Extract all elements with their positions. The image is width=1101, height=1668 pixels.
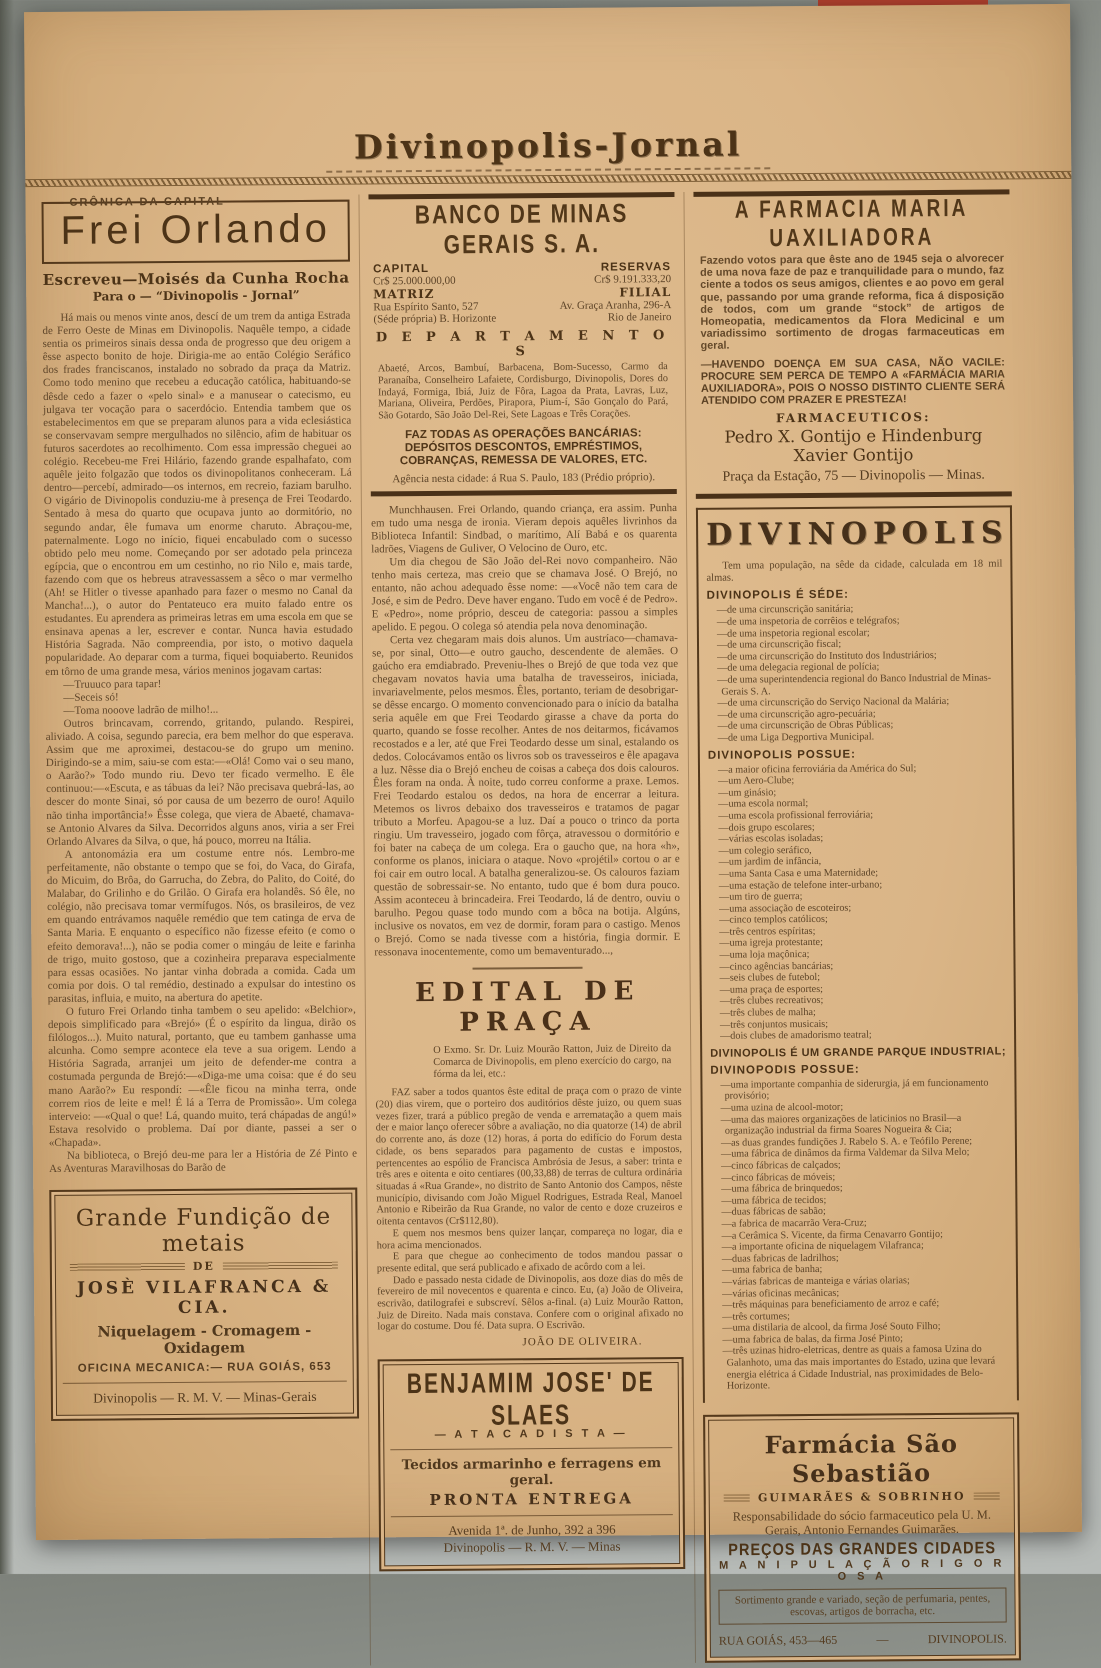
sao-sebastiao-city: DIVINOPOLIS. — [927, 1631, 1007, 1646]
banco-matriz-label: MATRIZ — [373, 286, 435, 302]
divinopolis-list-item: —uma fábrica de tecidos; — [721, 1194, 827, 1207]
banco-filial-label: FILIAL — [619, 285, 672, 300]
divinopolis-list-item: —três cortumes; — [722, 1310, 790, 1323]
banco-capital-value: Cr$ 25.000.000,00 — [373, 274, 456, 288]
divinopolis-list-item: —três uzinas hidro-eletricas, dentre as quais a famosa Uzina do Galanhoto, uma das mais importantes do Estado, uzina que levará energia elétrica á Cidade Industrial, nas proximidades de Belo-Horizonte. — [722, 1344, 996, 1392]
divinopolis-sede-heading: DIVINOPOLIS É SÉDE: — [706, 589, 849, 603]
fundicao-ad-title: Grande Fundição de metais — [75, 1203, 332, 1258]
banco-filial-address1: Av. Graça Aranha, 296-A — [559, 299, 672, 312]
sao-sebastiao-footer-dash: — — [876, 1632, 889, 1647]
benjamim-ad-subtitle: — A T A C A D I S T A — — [434, 1427, 628, 1442]
benjamim-ad — [378, 1357, 686, 1571]
farmacia-auxiliadora-address: Praça da Estação, 75 — Divinopolis — Minas. — [722, 468, 985, 486]
edital-body — [375, 1085, 683, 1333]
divinopolis-intro: Tem uma população, na sêde da cidade, calculada em 18 mil almas. — [706, 558, 1003, 585]
column-right — [684, 189, 1021, 1662]
decorative-rule — [70, 1263, 185, 1271]
divinopolis-list-item: —dois grupo escolares; — [718, 821, 815, 834]
divinopolis-list-item: —a Cerâmica S. Vicente, da firma Cenavarro Gontijo; — [721, 1228, 943, 1242]
article-body-col1 — [42, 310, 357, 1177]
pharmacists-names: Pedro X. Gontijo e Hindenburg Xavier Gontijo — [724, 426, 983, 466]
divinopolis-list-item: —uma igreja protestante; — [719, 937, 823, 950]
divinopolis-list-item: —três conjuntos musicais; — [719, 1018, 829, 1031]
divinopolis-list-item: —seis clubes de futebol; — [719, 972, 821, 984]
edital-paragraph: FAZ saber a todos quantos êste edital de praça com o prazo de vinte (20) dias virem, que o porteiro dos auditórios dêste juizo, ou quem suas vezes fizer, trará a público pregão de venda e arrematação a quem mais der e maior lanço oferecer sôbre a avaliação, no dia quatorze (14) de abril do corrente ano, ás doze (12) horas, á porta do edifício do Forum desta cidade, os bens separados para pagamento de custas e impostos, pertencentes ao espólio de Francisca Ambrósia de Jesus, a saber: trinta e três ares e oitenta e oito centiares (00,33,88) de terras de cultura ordinária situadas á «Rua Grande», no distrito de Santo Antonio dos Campos, nêste município, divisando com João Miguel Rodrigues, Estrada Real, Manoel Antonio e Ribeirão da Rua Grande, no valor de cento e doze cruzeiros e oitenta centavos (Cr$112,80). — [375, 1085, 683, 1228]
edital-signature: JOÃO DE OLIVEIRA. — [522, 1335, 643, 1349]
divinopolis-possue-list — [708, 762, 1006, 1043]
edital-title: EDITAL DE PRAÇA — [414, 976, 641, 1038]
divinopolis-list-item: —dois clubes de amadorismo teatral; — [720, 1029, 872, 1042]
divinopolis-list-item: —uma praça de esportes; — [719, 983, 824, 996]
edital-paragraph: E quem nos mesmos bens quizer lançar, compareça no logar, dia e hora acima mencionados. — [376, 1225, 683, 1251]
newspaper-masthead: Divinopolis-Jornal — [326, 124, 771, 172]
edital-paragraph: E para que chegue ao conhecimento de todos mandou passar o presente edital, que será publicado e afixado de acôrdo com a lei. — [376, 1249, 683, 1275]
fundicao-workshop-address: OFICINA MECANICA:— RUA GOIÁS, 653 — [77, 1360, 332, 1375]
divinopolis-list-item: —uma escola normal; — [718, 798, 809, 811]
decorative-rule — [42, 202, 64, 204]
article-paragraph: —Truuuco para tapar! — [63, 677, 162, 691]
article-paragraph: O futuro Frei Orlando tinha tambem o seu apelido: «Belchior», depois simplificado para «Brejó» (É o espírito da lingua, dirão os filólogos...). Muito natural, portanto, que eu tambem ganhasse uma alcunha. Como sempre acontece ela teve a sua origem. Lendo a História Sagrada, arranjei um jeito de defender-me contra a costumada pergunda de Brejó:—«Diga-me uma coisa: que é do seu mano Aarão?» Eu respondí: —«Êle ficou na minha terra, onde correm rios de leite e mel! É lá a Terra de Promissão». Um colega interveio: —«Qual o que! Lá, quando muito, terá chápadas de angú!» Estava resolvido o problema. Daí por diante, passei a ser o «Chapada». — [47, 1003, 357, 1149]
decorative-rule — [223, 1262, 338, 1270]
photo-shadow-edge — [0, 0, 14, 1574]
sao-sebastiao-street: RUA GOIÁS, 453—465 — [718, 1632, 838, 1648]
divinopolis-list-item: —um tiro de guerra; — [718, 891, 803, 903]
divinopolis-list-item: —duas fábricas de sabão; — [721, 1206, 826, 1219]
divinopolis-possue2-list — [710, 1077, 1008, 1392]
farmacia-auxiliadora-notice: —HAVENDO DOENÇA EM SUA CASA, NÃO VACILE: PROCURE SEM PERCA DE TEMPO A «FARMÁCIA MARIA AUXILIADORA», POIS O NOSSO DISTINTO CLIENTE SERÁ ATENDIDO COM PRAZER E PRESTEZA! — [700, 356, 1006, 408]
fundicao-services: Niquelagem - Cromagem - Oxidagem — [97, 1322, 312, 1358]
divinopolis-list-item: —uma Santa Casa e uma Maternidade; — [718, 867, 879, 880]
divinopolis-list-item: —a importante oficina de niquelagem Vilafranca; — [721, 1240, 924, 1253]
article-paragraph: Há mais ou menos vinte anos, descí de um trem da antiga Estrada de Ferro Oeste de Minas em Divinopolis. Naquêle tempo, a cidade sentia os primeiros sinais dessa onda de progresso que deu origem a êsse aspecto bonito de hoje. Dirigia-me ao então Colégio Seráfico dos frades franciscanos, instalado no sobrado da praça da Matriz. Como todo menino que recebeu a educação católica, habituando-se dêsde cedo a fazer o «pelo sinal» e a manusear o catecismo, eu julgava ter vocação para o sacerdócio. Entendia tambem que os estabelecimentos em que se preparam alunos para a vida eclesiástica se conservavam sempre mergulhados no silêncio, afim de habituar os futuros sacerdotes ao recolhimento. Com essa impressão cheguei ao colégio. Recebeu-me Frei Hilário, fazendo grande espalhafato, com aquêle jeito folgazão que todos os divinopolitanos conheceram. Lá dentro—percebí, admirado—os internos, em recreio, faziam barulho. O vigário de Divinopolis conduziu-me à presença de Frei Teodardo. Sentado à mesa do quarto que ocupava junto ao dormitório, no segundo andar, êle fumava um enorme charuto. Abraçou-me, paternalmente. Logo no início, fiquei encabulado com o sucesso obtido pelo meu nome. Começando por ser adotado pela princeza egípcia, que o encontrou em um cestinho, no rio Nilo e, mais tarde, fazendo com que os hebreus atravessassem a sêco o mar vermelho (Ah! se Hitler o tivesse apanhado para fazer o mesmo no Canal da Mancha!...), o autor do Pentateuco era muito falado entre os estudantes. Eu aprendera as primeiras letras em uma escola em que se ensinava apenas a ler, escrever e contar. Nunca havia estudado História Sagrada. Não compreendia, por isto, o motivo daquela popularidade. Ao deparar com a turma, fiquei boquiaberto. Reunidos em tôrno de uma grande mesa, vários meninos jogavam cartas: — [42, 309, 354, 678]
divinopolis-list-item: —várias escolas isoladas; — [718, 833, 824, 845]
fundicao-footer: Divinopolis — R. M. V. — Minas-Gerais — [63, 1381, 347, 1407]
divinopolis-list-item: —um jardim de infância, — [718, 856, 822, 869]
banco-agency-address: Agência nesta cidade: á Rua S. Paulo, 183 (Prédio próprio). — [392, 471, 656, 486]
fundicao-firm-name: JOSÈ VILAFRANCA & CIA. — [76, 1276, 332, 1319]
divinopolis-list-item: —a maior oficina ferroviária da América do Sul; — [717, 762, 917, 776]
sao-sebastiao-footer — [717, 1629, 1009, 1648]
divinopolis-list-item: —cinco templos católicos; — [719, 914, 828, 926]
divinopolis-list-item: —várias fabricas de manteiga e várias olarias; — [721, 1275, 910, 1288]
divinopolis-list-item: —uma fabrica de balas, da firma José Pinto; — [722, 1333, 904, 1346]
divinopolis-list-item: —de uma circunscrição do Instituto dos Industriários; — [717, 649, 937, 663]
divinopolis-info-box — [696, 506, 1019, 1403]
decorative-rule — [231, 200, 350, 203]
banco-reservas-cell — [525, 261, 671, 286]
article-byline-secondary: Para o — “Divinopolis - Jornal” — [92, 287, 300, 304]
divinopolis-list-item: —de uma circunscrição agro-pecuária; — [717, 708, 876, 721]
article-paragraph: —Toma nooove ladrão de milho!... — [63, 703, 219, 717]
fundicao-de-label: DE — [192, 1259, 215, 1274]
sao-sebastiao-boxed-note: Sortimento grande e variado, seção de perfumaria, pentes, escovas, artigos de borracha, etc. — [718, 1587, 1006, 1624]
divinopolis-list-item: —uma uzina de alcool-motor; — [720, 1101, 844, 1114]
divinopolis-list-item: —um colegio seráfico, — [718, 844, 812, 857]
divinopolis-list-item: —uma estação de telefone inter-urbano; — [718, 878, 883, 892]
benjamim-pronta-entrega: PRONTA ENTREGA — [429, 1489, 634, 1510]
sao-sebastiao-ad — [703, 1412, 1021, 1662]
divinopolis-list-item: —uma associação de escoteiros; — [719, 902, 852, 915]
divinopolis-list-item: —de uma circunscrição de Obras Públicas; — [717, 719, 894, 733]
article-paragraph: A antonomázia era um costume entre nós. Lembro-me perfeitamente, não obstante o tempo que se foi, do Vaca, do Girafa, do Micuim, do Brôa, do Garrucha, do Zebra, do Palito, do Coité, do Malabar, do Grilinho e do Grilão. O Girafa era holandês. Só êle, no colégio, não precisava tomar vermífugos. Nós, os brasileiros, de vez em quando entrávamos naquêle remédio que tem catinga de erva de Santa Maria. E enquanto o específico não fizesse efeito (e como o efeito demorava!...), não se podia comer o mingáu de leite e farinha de trigo, muito gostoso, que a cozinheira preparava especialmente para essas ocasiões. No jantar vinha dobrada a comida. Cada um comia por dois. O tal remédio, destinado a expulsar do intestino os parasitas, influia, e muito, na abertura do apetite. — [46, 846, 356, 1005]
divinopolis-list-item: —três centros espíritas; — [719, 925, 816, 938]
divinopolis-list-item: —de uma Liga Degportiva Municipal. — [717, 731, 875, 744]
divinopolis-list-item: —de uma inspetoria de corrêios e telégrafos; — [716, 615, 900, 628]
divinopolis-list-item: —cinco agências bancárias; — [719, 960, 834, 973]
article-kicker: CRÔNICA DA CAPITAL — [69, 195, 225, 209]
divinopolis-list-item: —um Aero-Clube; — [718, 775, 795, 787]
divinopolis-list-item: —uma das maiores organizações de laticinios no Brasil—a organização industrial da firma Soares Nogueira & Cia; — [720, 1112, 962, 1137]
divinopolis-list-item: —uma distilaria de alcool, da firma José Souto Filho; — [722, 1321, 941, 1334]
divinopolis-industrial-line: DIVINOPOLIS É UM GRANDE PARQUE INDUSTRIAL; — [710, 1045, 1007, 1060]
divinopolis-list-item: —de uma circunscrição sanitária; — [716, 604, 854, 617]
divinopolis-list-item: —cinco fábricas de móveis; — [721, 1171, 836, 1184]
page-columns — [25, 179, 1083, 1668]
article-kicker-row — [41, 195, 349, 209]
divinopolis-list-item: —uma fábrica de dinâmos da firma Valdemar da Silva Melo; — [720, 1147, 970, 1161]
divinopolis-list-item: —de uma delegacia regional de polícia; — [717, 661, 880, 675]
benjamim-address-line2: Divinopolis — R. M. V. — Minas — [443, 1538, 621, 1556]
sao-sebastiao-body: Responsabilidade do sócio farmaceutico pela U. M. Gerais, Antonio Fernandes Guimarães. — [732, 1507, 992, 1538]
divinopolis-list-item: —várias oficinas mecânicas; — [722, 1287, 840, 1300]
newspaper-page — [24, 4, 1082, 1648]
section-divider-rule — [473, 967, 583, 970]
divinopolis-list-item: —de uma inspetoria regional escolar; — [716, 627, 870, 640]
benjamim-goods-line: Tecidos armarinho e ferragens em geral. — [390, 1447, 672, 1489]
divinopolis-box-title: DIVINOPOLIS — [706, 515, 1009, 554]
article-body-col2 — [371, 502, 681, 959]
banco-capital-label: CAPITAL — [372, 262, 430, 276]
divinopolis-list-item: —três clubes de malha; — [719, 1006, 816, 1019]
divinopolis-possue2-heading: DIVINOPODIS POSSUE: — [710, 1063, 860, 1077]
divinopolis-list-item: —cinco fábricas de calçados; — [721, 1159, 841, 1172]
sao-sebastiao-title: Farmácia São Sebastião — [764, 1428, 959, 1488]
banco-matriz-cell — [373, 286, 519, 325]
banco-departamentos-label: D E P A R T A M E N T O S — [375, 328, 670, 360]
divinopolis-list-item: —três máquinas para beneficiamento de arroz e café; — [722, 1298, 940, 1311]
farmacia-auxiliadora-ad — [693, 189, 1011, 499]
article-paragraph: Certa vez chegaram mais dois alunos. Um austríaco—chamava-se, por sinal, Otto—e outro gaucho, descendente de alemães. O gaúcho era emdiabrado. Preveniu-lhes o Brejó de que toda vez que chegavam novatos havia uma batalha de travesseiros, iniciada, invariavelmente, pelos mesmos. Êles, portanto, teriam de desobrigar-se dêsse encargo. O momento convencionado para o início da batalha seria aquêle em que Frei Teodardo girasse a chave da porta do quarto, quando se fosse recolher. Antes de nos deitarmos, ficávamos recostados e a ler, até que Frei Teodardo desse um sinal, estalando os dedos. Colocávamos então os livros sob os travesseiros e êle apagava a luz. Nêsse dia o Brejó encheu de coisas a cabeça dos dois calouros. Êles foram na onda. À noite, tudo correu conforme a praxe. Lemos. Frei Teodardo estalou os dedos, na hora de encerrar a leitura. Metemos os livros debaixo dos travesseiros e tratamos de pagar tributo a Morfeu. Apagou-se a luz. Daí a pouco o trinco da porta ringiu. Um travesseiro, jogado com fôrça, atravessou o dormitório e foi bater na cabeça de um colega. Era o gaucho que, na hora «h», conforme os planos, iniciara o ataque. Novo «projétil» cortou o ar e foi cair em outro local. A batalha generalizou-se. Os calouros faziam questão de sobressair-se. No entanto, tudo que é bom dura pouco. Assim aconteceu à brincadeira. Frei Teodardo, lá de dentro, ouviu o barulho. Pegou quase todo mundo com a bôca na botija. Algúns, inclusive os novatos, em vez de dormir, foram para o castigo. Menos o Brejó. Como se nada tivesse com a história, fingia dormir. E ressonava inocentemente, como um bemaventurado..., — [372, 631, 681, 959]
divinopolis-list-item: —a fabrica de macarrão Vera-Cruz; — [721, 1217, 867, 1230]
divinopolis-list-item: —um ginásio; — [718, 786, 777, 799]
divinopolis-list-item: —de uma superintendencia regional do Banco Industrial de Minas-Gerais S. A. — [717, 672, 992, 698]
farmacia-auxiliadora-body: Fazendo votos para que êste ano de 1945 seja o alvorecer de uma nova faze de paz e tranquilidade para o mundo, faz ciente a todos os seus amigos, clientes e ao povo em geral que, passando por uma grande reforma, fica á disposição de todos, com um grande “stock” de artigos de Homeopatia, medicamentos da Flora Medicinal e um variadissimo sortimento de drogas farmaceuticas em geral. — [699, 252, 1005, 353]
divinopolis-list-item: —duas fabricas de ladrilhos; — [721, 1252, 839, 1265]
benjamim-address-line1: Avenida 1ª. de Junho, 392 a 396 — [448, 1521, 616, 1538]
divinopolis-list-item: —de uma circunscrição do Serviço Nacional da Malária; — [717, 696, 950, 709]
decorative-rule — [973, 1492, 999, 1499]
banco-ad — [368, 192, 676, 496]
column-middle — [358, 192, 696, 1665]
banco-matriz-row — [373, 285, 671, 325]
banco-ad-title: BANCO DE MINAS GERAIS S. A. — [414, 199, 629, 260]
banco-reservas-label: RESERVAS — [600, 261, 672, 274]
column-left — [41, 195, 370, 1668]
divinopolis-list-item: —uma fabrica de banha; — [721, 1264, 823, 1277]
banco-branch-cities: Abaeté, Arcos, Bambuí, Barbacena, Bom-Sucesso, Carmo da Paranaíba, Conselheiro Lafaiete, Cordisburgo, Divinopolis, Dores do Indayá, Formiga, Ibiá, Juiz de Fôra, Lagoa da Prata, Lavras, Luz, Mariana, Oliveira, Perdões, Pirapora, Pium-í, São Gonçalo do Pará, São Gotardo, São João Del-Rei, Sete Lagoas e Três Corações. — [377, 361, 669, 422]
article-paragraph: Munchhausen. Frei Orlando, quando criança, era assim. Punha em tudo uma nesga de ironia. Vieram depois aquêles livrinhos da Biblioteca Infantil: Sindbad, o marítimo, Alí Babá e os quarenta ladrões, Viagens de Guliver, O Velocino de Ouro, etc. — [370, 502, 678, 556]
edital-intro: O Exmo. Sr. Dr. Luiz Mourão Ratton, Juiz de Direito da Comarca de Divinopolis, em pleno exercício do cargo, na fórma da lei, etc.: — [433, 1043, 672, 1080]
article-paragraph: Na biblioteca, o Brejó deu-me para ler a História de Zé Pinto e As Aventuras Maravilhosas do Barão de — [49, 1147, 358, 1176]
sao-sebastiao-manipulacao-line: M A N I P U L A Ç Ã O R I G O R O S A — [719, 1557, 1006, 1583]
fundicao-de-row — [70, 1259, 338, 1274]
divinopolis-list-item: —uma escola profissional ferroviária; — [718, 809, 874, 822]
divinopolis-list-item: —uma fábrica de brinquedos; — [721, 1182, 843, 1195]
farmacia-auxiliadora-title: A FARMACIA MARIA UAXILIADORA — [734, 195, 969, 253]
banco-capital-cell — [373, 262, 519, 287]
sao-sebastiao-firm-row — [724, 1489, 1000, 1504]
pharmacists-label: FARMACEUTICOS: — [775, 410, 931, 426]
banco-filial-cell — [525, 285, 671, 324]
banco-capital-row — [373, 261, 671, 287]
fundicao-ad — [49, 1188, 359, 1421]
article-paragraph: Outros brincavam, correndo, gritando, pulando. Respirei, aliviado. A coisa, segundo parecia, era bem melhor do que esperava. Assim que me aproximei, destacou-se do grupo um menino. Dirigindo-se a mim, saiu-se com esta:—«Olá! Como vai o seu mano, o Aarão?» Todo mundo riu. Devo ter ficado vermelho. E êle continuou:—«Escuta, e as tábuas da lei? Não precisava quebrá-las, ao descer do monte Sinai, só por causa de um bezerro de ouro! Aquilo não tinha importância!» Êsse colega, que viera de Abaeté, chamava-se Antonio Alvares da Silva. Decorridos alguns anos, viria a ser Frei Orlando Alvares da Silva, o que, há pouco, morreu na Itália. — [45, 715, 355, 848]
sao-sebastiao-firm: GUIMARÃES & SOBRINHO — [757, 1489, 966, 1505]
banco-operations: FAZ TODAS AS OPERAÇÕES BANCÁRIAS: DEPÓSITOS DESCONTOS, EMPRÉSTIMOS, COBRANÇAS, REMESSA DE VALORES, ETC. — [399, 427, 648, 468]
article-title: Frei Orlando — [60, 206, 332, 253]
benjamim-address-block — [391, 1514, 673, 1556]
divinopolis-list-item: —uma loja maçônica; — [719, 949, 810, 961]
sao-sebastiao-precos-line: PREÇOS DAS GRANDES CIDADES — [728, 1539, 997, 1560]
divinopolis-list-item: —as duas grandes fundições J. Rabelo S. A. e Teófilo Perene; — [720, 1135, 973, 1149]
edital-paragraph: Dado e passado nesta cidade de Divinopolis, aos doze dias do mês de fevereiro de mil novecentos e quarenta e cinco. Eu, (a) João de Oliveira, escrivão, datilografei e subscreví. Sêlos a-final. (a) Luiz Mourão Ratton, Juiz de Direito. Nada mais constava. Confere com o original afixado no logar do costume. Dou fé. Data supra. O Escrivão. — [377, 1272, 684, 1333]
divinopolis-list-item: —uma importante companhia de siderurgia, já em funcionamento provisório; — [720, 1077, 989, 1103]
divinopolis-list-item: —de uma circunscrição fiscal; — [716, 638, 842, 651]
divinopolis-sede-list — [707, 603, 1004, 744]
article-paragraph: Um dia chegou de São João del-Rei novo companheiro. Não tenho mais certeza, mas creio que se chamava José. O Brejó, no entanto, não achou adequado êsse nome: —«Você não tem cara de José, e sim de Pedro. Deve haver engano. Tudo em você é de Pedro». E «Pedro», nome próprio, desceu de categoria: passou a simples apelido. E pegou. O colega só atendia pela nova denominação. — [371, 554, 678, 634]
decorative-rule — [724, 1494, 750, 1501]
banco-filial-address2: Rio de Janeiro — [607, 311, 672, 324]
article-byline: Escreveu—Moisés da Cunha Rocha — [42, 268, 350, 289]
article-title-box — [42, 200, 350, 264]
divinopolis-possue-heading: DIVINOPOLIS POSSUE: — [707, 748, 856, 762]
article-paragraph: —Seceis só! — [63, 691, 119, 704]
banco-matriz-address1: Rua Espírito Santo, 527 — [373, 300, 479, 314]
masthead-area — [24, 4, 1071, 187]
banco-reservas-value: Cr$ 9.191.333,20 — [594, 273, 672, 286]
divinopolis-list-item: —três clubes recreativos; — [719, 995, 824, 1008]
benjamim-ad-title: BENJAMIM JOSE' DE SLAES — [406, 1366, 655, 1432]
banco-matriz-address2: (Séde própria) B. Horizonte — [373, 312, 497, 326]
